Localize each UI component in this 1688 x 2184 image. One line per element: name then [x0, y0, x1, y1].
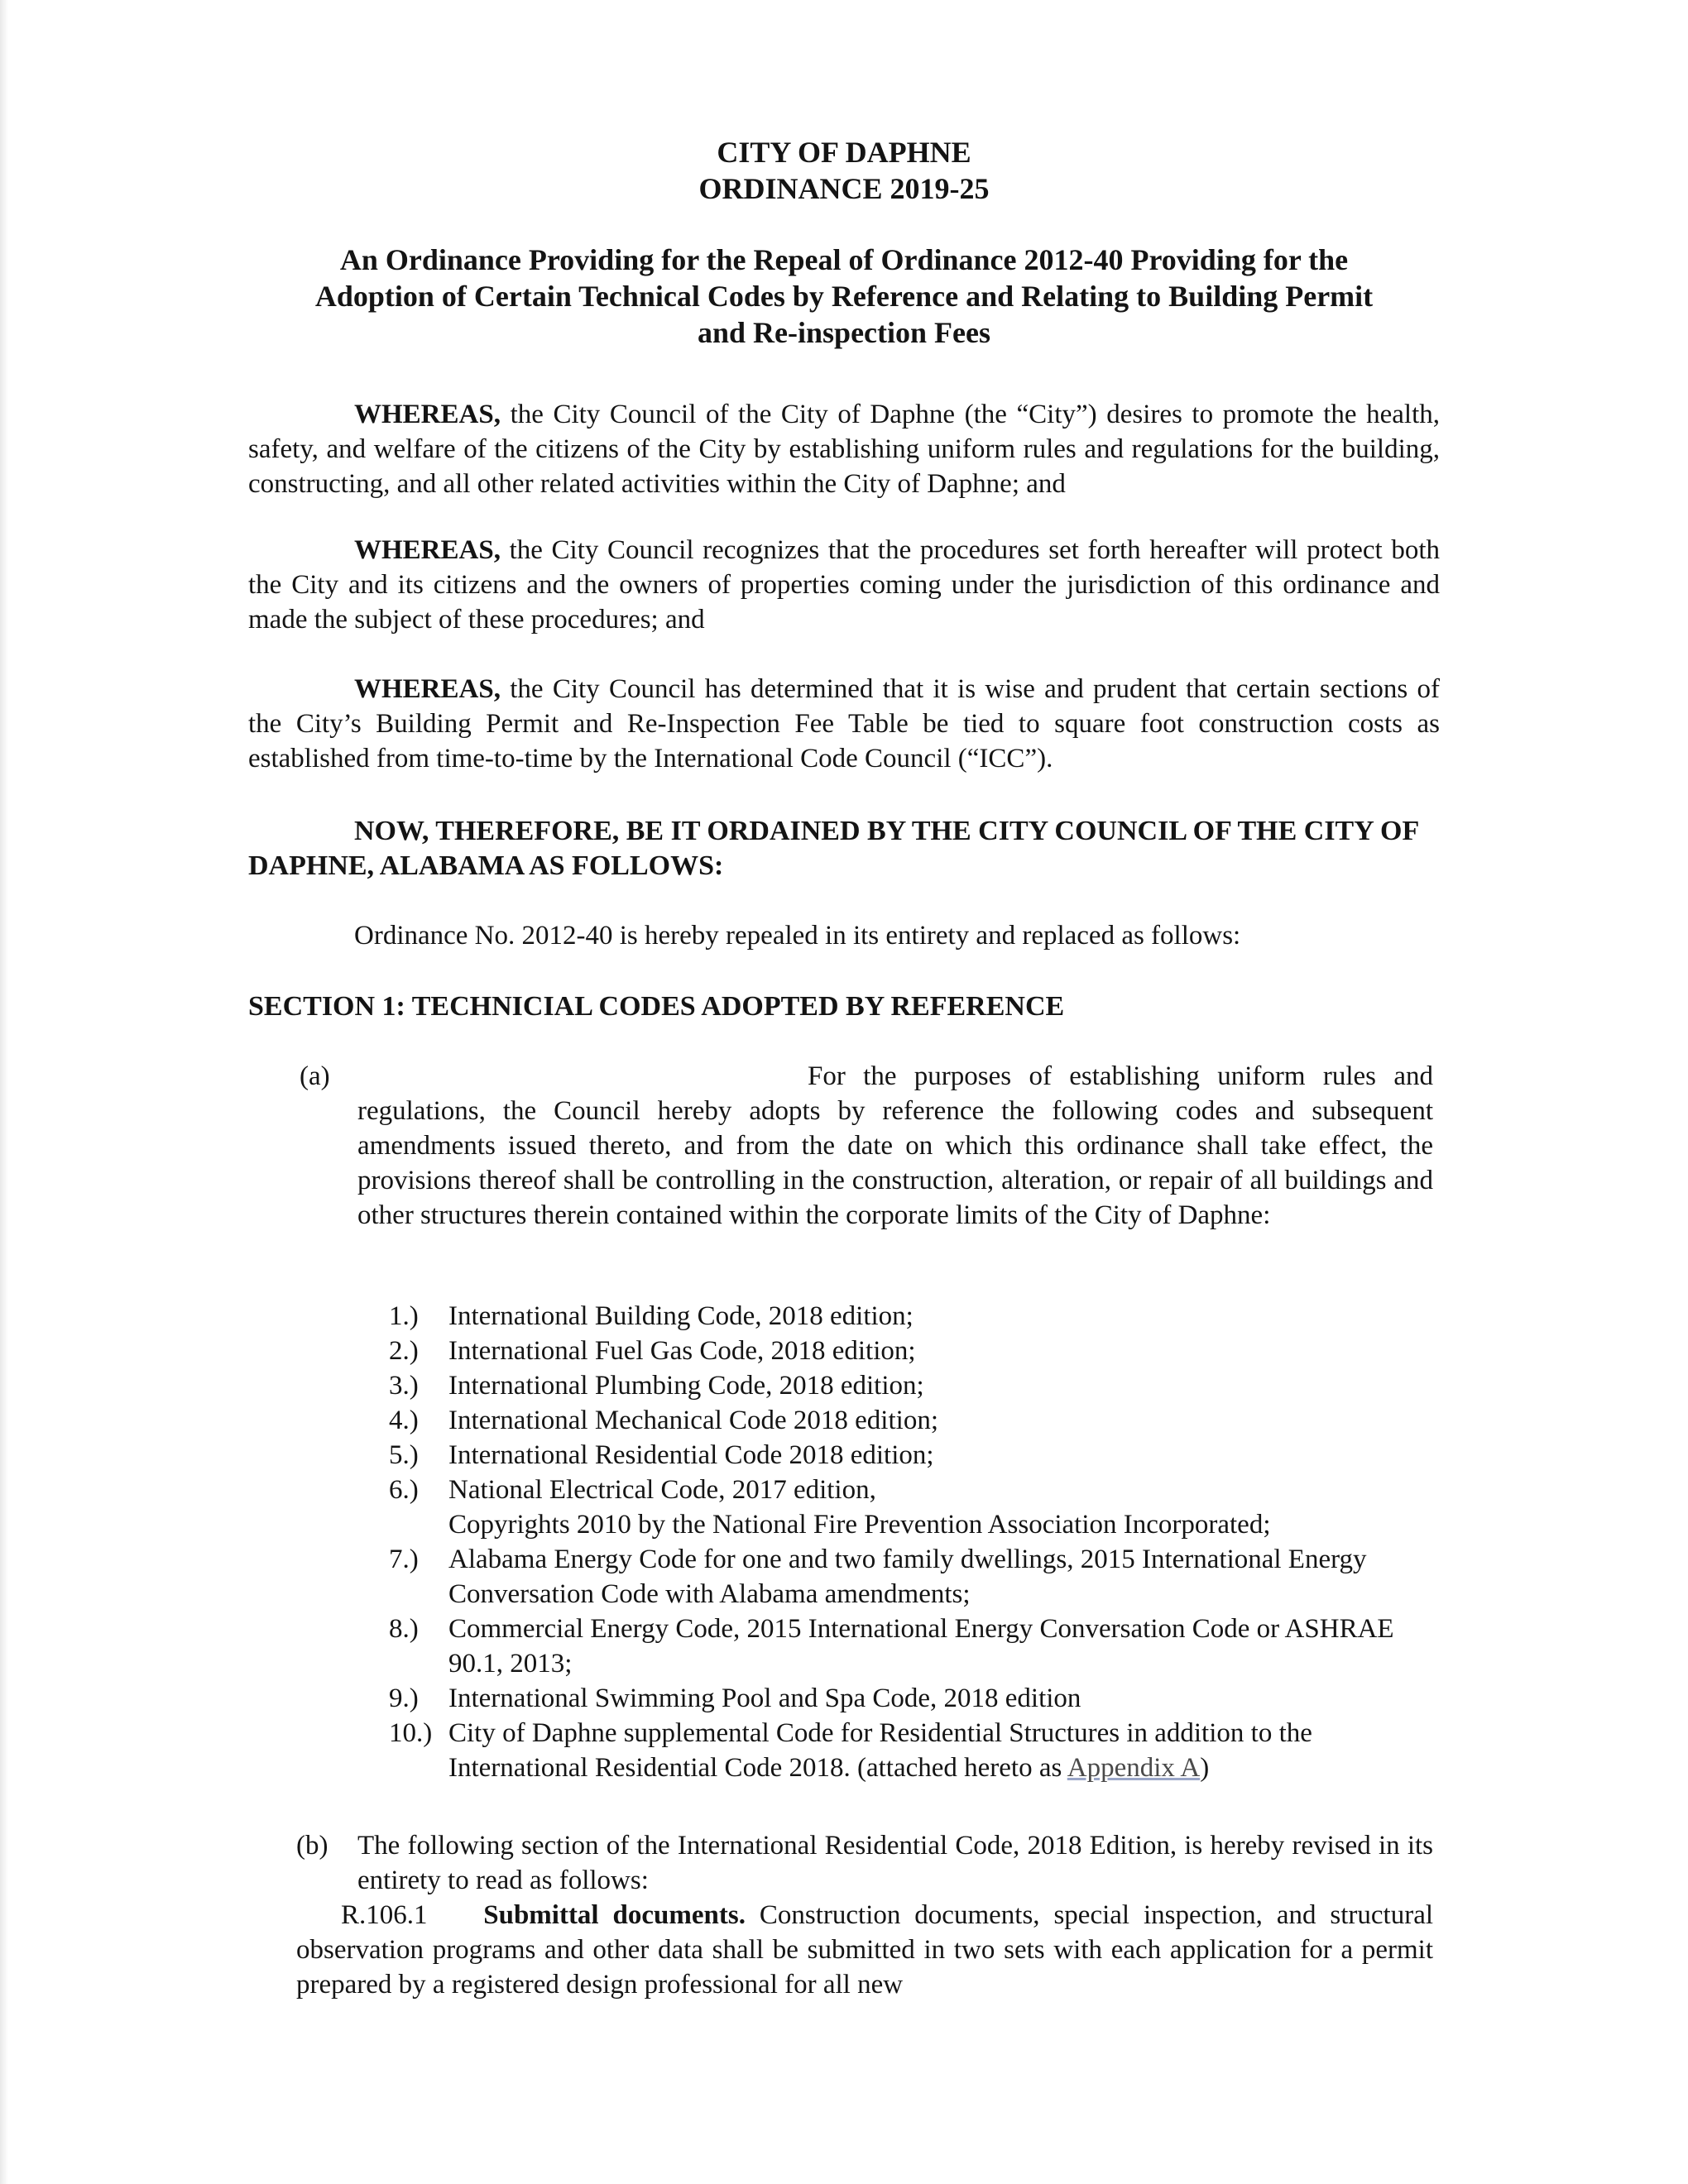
list-item: 10.) City of Daphne supplemental Code for Residential Structures in addition to the International Residential Code 2018. (attached hereto as Appendix A): [389, 1718, 1312, 1783]
r1061-text: Construction documents, special inspection, and structural observation programs and other data shall be submitted in two sets with each application for a permit prepared by a registered design professional for all new: [296, 1900, 1434, 2000]
list-item: 2.) International Fuel Gas Code, 2018 edition;: [389, 1336, 916, 1366]
list-item: 7.) Alabama Energy Code for one and two family dwellings, 2015 International Energy Conversation Code with Alabama amendments;: [389, 1545, 1367, 1609]
whereas-lead: WHEREAS,: [354, 400, 501, 429]
section-1-heading: SECTION 1: TECHNICIAL CODES ADOPTED BY REFERENCE: [248, 991, 1065, 1022]
list-item: 8.) Commercial Energy Code, 2015 International Energy Conversation Code or ASHRAE 90.1, 2013;: [389, 1614, 1394, 1679]
ordained-text: NOW, THEREFORE, BE IT ORDAINED BY THE CITY COUNCIL OF THE CITY OF DAPHNE, ALABAMA AS FOLLOWS:: [248, 816, 1418, 881]
whereas-paragraph-2: [248, 533, 1440, 637]
r1061-code: R.106.1: [341, 1900, 428, 1930]
list-item: 6.) National Electrical Code, 2017 edition, Copyrights 2010 by the National Fire Prevention Association Incorporated;: [389, 1475, 1271, 1540]
whereas-text: the City Council has determined that it is wise and prudent that certain sections of the City’s Building Permit and Re-Inspection Fee Table be tied to square foot construction costs as established from time-to-time by the International Code Council (“ICC”).: [248, 674, 1440, 774]
list-item: 3.) International Plumbing Code, 2018 edition;: [389, 1371, 924, 1401]
appendix-a-link[interactable]: Appendix A: [1067, 1753, 1201, 1783]
subsection-a-text: For the purposes of establishing uniform rules and regulations, the Council hereby adopts by reference the following codes and subsequent amendments issued thereto, and from the date on which this ordinance shall take effect, the provisions thereof shall be controlling in the construction, alteration, or repair of all buildings and other structures therein contained within the corporate limits of the City of Daphne:: [357, 1061, 1433, 1230]
r1061-paragraph: [296, 1898, 1433, 2002]
repeal-statement: Ordinance No. 2012-40 is hereby repealed in its entirety and replaced as follows:: [354, 921, 1241, 951]
r1061-title: Submittal documents.: [483, 1900, 746, 1930]
subsection-a-label: (a): [300, 1061, 330, 1091]
ordinance-number: ORDINANCE 2019-25: [698, 172, 990, 205]
whereas-text: the City Council recognizes that the procedures set forth hereafter will protect both the City and its citizens and the owners of properties coming under the jurisdiction of this ordinance and made the subject of these procedures; and: [248, 535, 1440, 635]
list-item: 4.) International Mechanical Code 2018 edition;: [389, 1406, 938, 1435]
list-item: 9.) International Swimming Pool and Spa Code, 2018 edition: [389, 1684, 1081, 1713]
list-item: 5.) International Residential Code 2018 edition;: [389, 1440, 934, 1470]
whereas-paragraph-3: [248, 672, 1440, 776]
subsection-b-label: (b): [296, 1831, 328, 1861]
subtitle-line-3: and Re-inspection Fees: [698, 316, 990, 349]
whereas-text: the City Council of the City of Daphne (the “City”) desires to promote the health, safety, and welfare of the citizens of the City by establishing uniform rules and regulations for the building, constructing, and all other related activities within the City of Daphne; and: [248, 400, 1441, 499]
subtitle-line-2: Adoption of Certain Technical Codes by Reference and Relating to Building Permit: [314, 280, 1374, 313]
whereas-paragraph-1: [248, 397, 1440, 501]
ordained-clause: [248, 814, 1440, 884]
subsection-b-text: The following section of the International Residential Code, 2018 Edition, is hereby revised in its entirety to read as follows:: [357, 1831, 1433, 1895]
whereas-lead: WHEREAS,: [354, 535, 501, 565]
subtitle-line-1: An Ordinance Providing for the Repeal of Ordinance 2012-40 Providing for the: [339, 243, 1349, 276]
list-item: 1.) International Building Code, 2018 edition;: [389, 1301, 914, 1331]
city-title: CITY OF DAPHNE: [717, 136, 971, 169]
adopted-codes-list: [389, 1299, 1431, 1785]
whereas-lead: WHEREAS,: [354, 674, 501, 704]
